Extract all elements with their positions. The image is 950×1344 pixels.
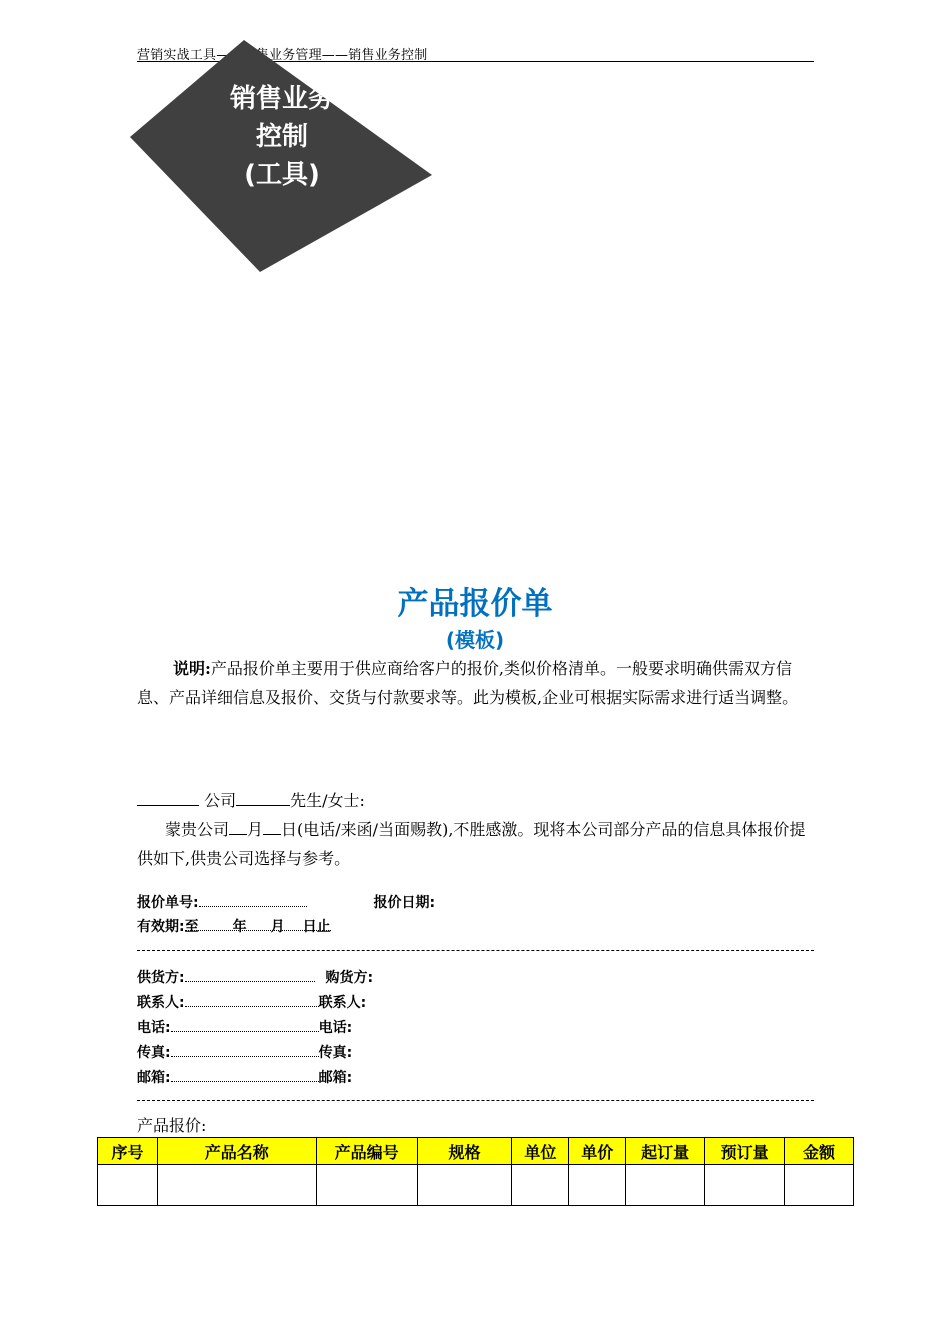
quote-date-label: 报价日期:	[373, 895, 436, 911]
supplier-field[interactable]	[185, 967, 315, 982]
day-blank[interactable]	[263, 818, 281, 835]
phone-field[interactable]	[171, 1017, 319, 1032]
validity-row	[137, 916, 331, 936]
document-subtitle: (模板)	[445, 628, 505, 652]
col-header-preorder: 预订量	[705, 1138, 785, 1165]
table-cell[interactable]	[626, 1165, 705, 1206]
validity-day: 日止	[302, 919, 331, 935]
col-header-unit-price: 单价	[569, 1138, 626, 1165]
letter-body-start: 蒙贵公司	[165, 820, 230, 839]
page-header: 营销实战工具——销售业务管理——销售业务控制	[137, 48, 428, 63]
intro-label: 说明:	[173, 659, 211, 678]
dashed-divider-top	[137, 950, 814, 951]
badge-line-1: 销售业务	[229, 84, 334, 114]
validity-year: 年	[232, 919, 247, 935]
fax-field[interactable]	[171, 1042, 319, 1057]
col-header-min-order: 起订量	[626, 1138, 705, 1165]
sir-label: 先生/女士:	[290, 791, 365, 810]
email-label: 邮箱:	[137, 1070, 171, 1086]
table-cell[interactable]	[512, 1165, 569, 1206]
phone-label: 电话:	[137, 1020, 171, 1036]
col-header-spec: 规格	[417, 1138, 512, 1165]
table-cell[interactable]	[417, 1165, 512, 1206]
month-blank[interactable]	[229, 818, 247, 835]
validity-to: 至	[184, 919, 199, 935]
dashed-divider-bottom	[137, 1100, 814, 1101]
supplier-row	[137, 967, 373, 987]
badge-line-3: (工具)	[244, 160, 320, 190]
col-header-amount: 金额	[785, 1138, 854, 1165]
col-header-product-code: 产品编号	[316, 1138, 417, 1165]
table-cell[interactable]	[98, 1165, 158, 1206]
letter-body-rest: (电话/来函/当面赐教),不胜感激。现将本公司部分产品的信息具体报价提供如下,供贵公司选择与参考。	[137, 820, 806, 868]
badge-line-2: 控制	[255, 122, 308, 152]
table-cell[interactable]	[157, 1165, 316, 1206]
fax-label: 传真:	[137, 1045, 171, 1061]
product-quote-table	[97, 1137, 854, 1206]
buyer-email-label: 邮箱:	[318, 1070, 353, 1086]
table-row	[98, 1165, 854, 1206]
title-badge-text	[200, 80, 364, 194]
company-blank[interactable]	[137, 789, 199, 806]
day-label: 日	[281, 820, 298, 839]
intro-text: 产品报价单主要用于供应商给客户的报价,类似价格清单。一般要求明确供需双方信息、产品详细信息及报价、交货与付款要求等。此为模板,企业可根据实际需求进行适当调整。	[137, 659, 799, 707]
contact-field[interactable]	[185, 992, 319, 1007]
product-quote-label: 产品报价:	[137, 1116, 207, 1135]
quote-number-label: 报价单号:	[137, 895, 199, 911]
buyer-contact-label: 联系人:	[318, 995, 367, 1011]
buyer-phone-label: 电话:	[318, 1020, 353, 1036]
buyer-label: 购货方:	[325, 970, 374, 986]
email-field[interactable]	[171, 1067, 319, 1082]
salutation-line	[137, 786, 814, 815]
table-cell[interactable]	[316, 1165, 417, 1206]
contact-blank[interactable]	[236, 789, 290, 806]
validity-month: 月	[270, 919, 285, 935]
intro-paragraph	[137, 654, 814, 712]
col-header-unit: 单位	[512, 1138, 569, 1165]
contact-row	[137, 992, 366, 1012]
quote-number-row	[137, 892, 435, 912]
col-header-index: 序号	[98, 1138, 158, 1165]
table-cell[interactable]	[785, 1165, 854, 1206]
document-title: 产品报价单	[397, 586, 553, 622]
buyer-fax-label: 传真:	[318, 1045, 353, 1061]
contact-label: 联系人:	[137, 995, 185, 1011]
letter-body	[137, 815, 814, 873]
validity-field[interactable]	[184, 916, 331, 935]
table-cell[interactable]	[705, 1165, 785, 1206]
month-label: 月	[247, 820, 264, 839]
validity-label: 有效期:	[137, 919, 185, 935]
email-row	[137, 1067, 352, 1087]
col-header-product-name: 产品名称	[157, 1138, 316, 1165]
table-cell[interactable]	[569, 1165, 626, 1206]
quote-number-field[interactable]	[199, 892, 307, 907]
company-label: 公司	[204, 791, 237, 810]
fax-row	[137, 1042, 352, 1062]
supplier-label: 供货方:	[137, 970, 185, 986]
phone-row	[137, 1017, 352, 1037]
